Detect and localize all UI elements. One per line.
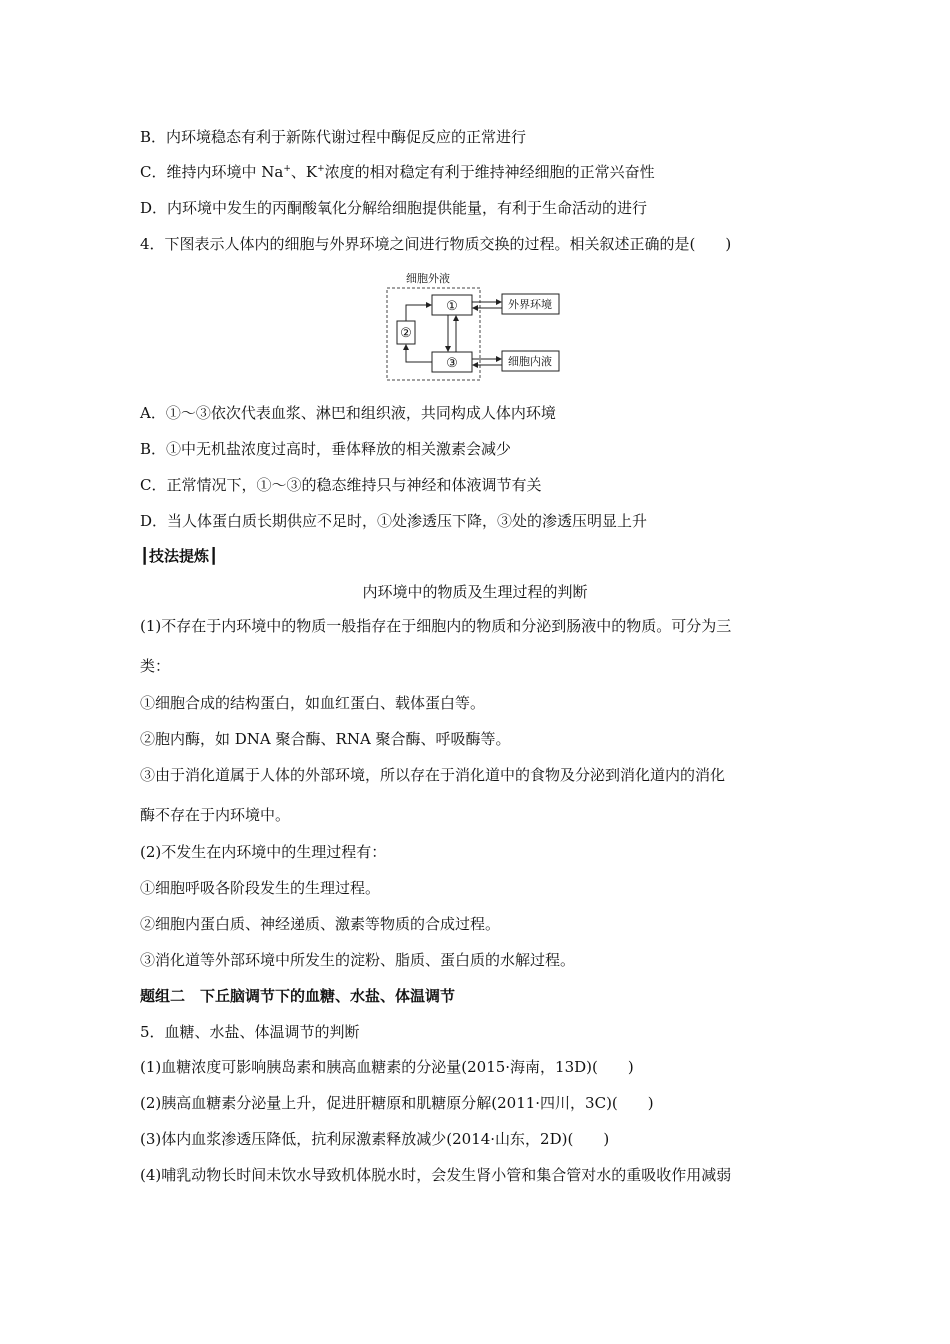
option-c-mid: 、K — [290, 163, 318, 181]
tips-item-2: ②胞内酶，如 DNA 聚合酶、RNA 聚合酶、呼吸酶等。 — [140, 730, 511, 748]
exchange-diagram — [380, 270, 565, 385]
q4-option-b: B．①中无机盐浓度过高时，垂体释放的相关激素会减少 — [140, 440, 512, 458]
option-b: B．内环境稳态有利于新陈代谢过程中酶促反应的正常进行 — [140, 128, 527, 146]
node-3-label: ③ — [446, 356, 458, 371]
option-c-sup2: + — [317, 164, 325, 174]
option-c-sup1: + — [283, 164, 291, 174]
outer-env-label: 外界环境 — [508, 298, 552, 311]
statement-3: (3)体内血浆渗透压降低，抗利尿激素释放减少(2014·山东，2D)( ) — [140, 1130, 610, 1148]
q4-option-a: A．①～③依次代表血浆、淋巴和组织液，共同构成人体内环境 — [140, 404, 556, 422]
option-c — [140, 162, 655, 182]
tips-title: 内环境中的物质及生理过程的判断 — [362, 583, 588, 601]
question-5-stem: 5．血糖、水盐、体温调节的判断 — [140, 1023, 360, 1041]
arrow-3-to-2 — [406, 345, 432, 362]
tips-p2: (2)不发生在内环境中的生理过程有： — [140, 843, 387, 861]
group-2-title: 题组二 下丘脑调节下的血糖、水盐、体温调节 — [140, 987, 456, 1005]
arrow-2-to-1 — [406, 305, 431, 321]
diagram-title: 细胞外液 — [406, 272, 450, 285]
option-c-pre: C．维持内环境中 Na — [140, 163, 284, 181]
tips-j2: ②细胞内蛋白质、神经递质、激素等物质的合成过程。 — [140, 915, 501, 933]
statement-2: (2)胰高血糖素分泌量上升，促进肝糖原和肌糖原分解(2011·四川，3C)( ) — [140, 1094, 654, 1112]
statement-4: (4)哺乳动物长时间未饮水导致机体脱水时，会发生肾小管和集合管对水的重吸收作用减弱 — [140, 1166, 732, 1184]
q4-option-d: D．当人体蛋白质长期供应不足时，①处渗透压下降，③处的渗透压明显上升 — [140, 512, 648, 530]
tips-header: ┃技法提炼┃ — [140, 547, 219, 565]
question-4-stem: 4．下图表示人体内的细胞与外界环境之间进行物质交换的过程。相关叙述正确的是( ) — [140, 235, 732, 253]
q4-option-c: C．正常情况下，①～③的稳态维持只与神经和体液调节有关 — [140, 476, 542, 494]
intracellular-label: 细胞内液 — [508, 355, 552, 368]
node-1-label: ① — [446, 299, 458, 314]
tips-p1-line1: (1)不存在于内环境中的物质一般指存在于细胞内的物质和分泌到肠液中的物质。可分为三 — [140, 617, 732, 635]
option-c-post: 浓度的相对稳定有利于维持神经细胞的正常兴奋性 — [324, 163, 655, 181]
node-2-label: ② — [400, 326, 412, 341]
tips-p1-line2: 类： — [140, 657, 171, 675]
tips-j1: ①细胞呼吸各阶段发生的生理过程。 — [140, 879, 381, 897]
statement-1: (1)血糖浓度可影响胰岛素和胰高血糖素的分泌量(2015·海南，13D)( ) — [140, 1058, 634, 1076]
tips-item-3-line2: 酶不存在于内环境中。 — [140, 806, 291, 824]
tips-j3: ③消化道等外部环境中所发生的淀粉、脂质、蛋白质的水解过程。 — [140, 951, 576, 969]
option-d: D．内环境中发生的丙酮酸氧化分解给细胞提供能量，有利于生命活动的进行 — [140, 199, 648, 217]
tips-item-1: ①细胞合成的结构蛋白，如血红蛋白、载体蛋白等。 — [140, 694, 486, 712]
tips-item-3-line1: ③由于消化道属于人体的外部环境，所以存在于消化道中的食物及分泌到消化道内的消化 — [140, 766, 726, 784]
